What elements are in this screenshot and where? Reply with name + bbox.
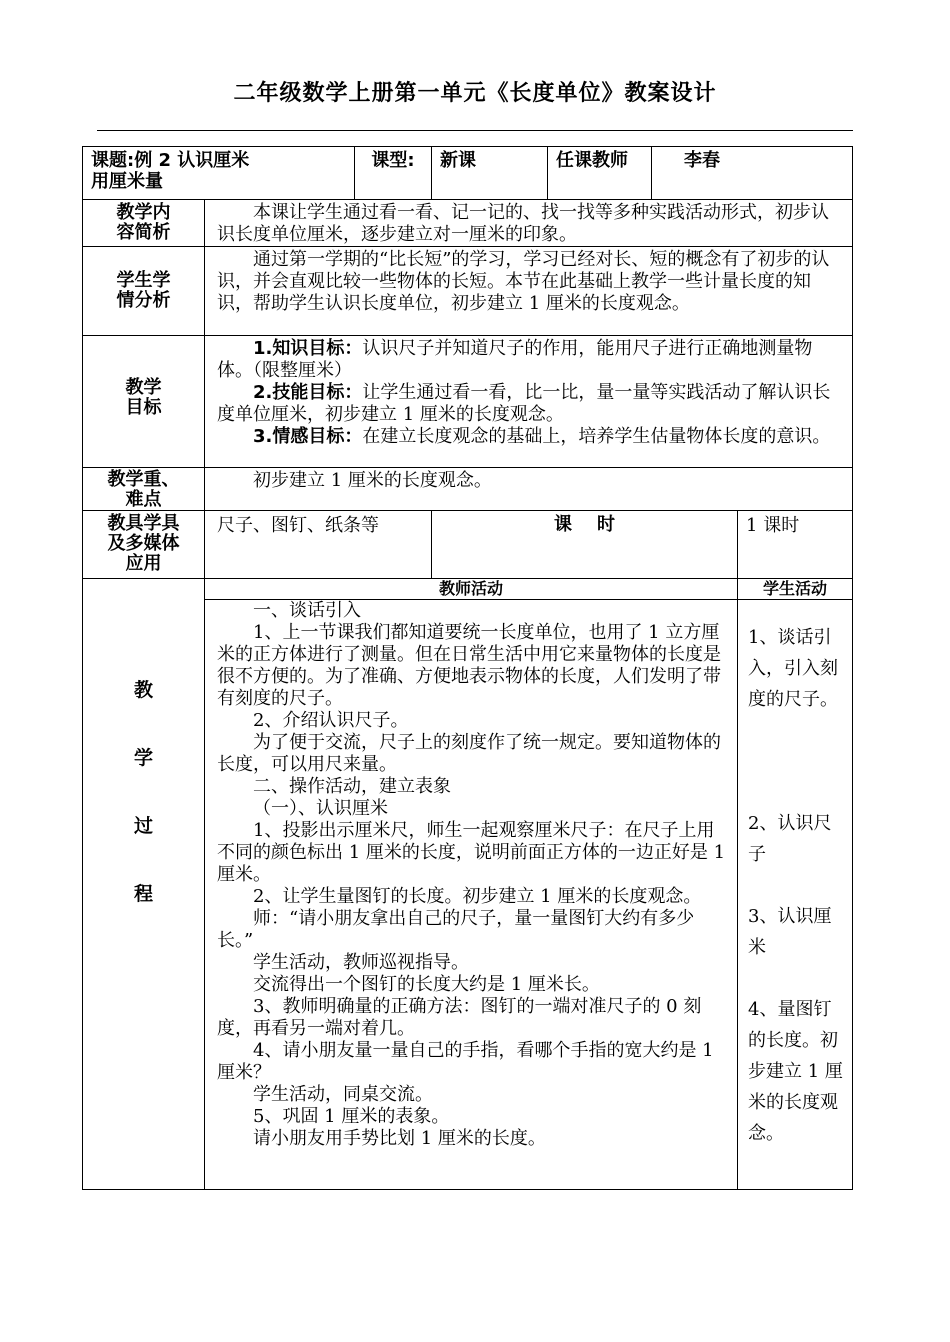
objective-emotion [217, 426, 842, 448]
process-label-char-3: 过 [133, 815, 153, 837]
teacher-para-12: 3、教师明确量的正确方法：图钉的一端对准尺子的 0 刻度，再看另一端对着几。 [217, 996, 702, 1039]
objective-emotion-text: 在建立长度观念的基础上，培养学生估量物体长度的意识。 [362, 426, 831, 447]
topic-cell [83, 147, 355, 200]
period-label: 课 时 [432, 511, 738, 579]
materials-items [205, 511, 432, 579]
header-row [83, 147, 853, 200]
student-item-1: 1、谈话引入，引入刻度的尺子。 [748, 627, 839, 710]
student-analysis-text [205, 247, 853, 336]
key-points-row [83, 468, 853, 511]
teacher-para-13: 4、请小朋友量一量自己的手指，看哪个手指的宽大约是 1 厘米？ [217, 1040, 714, 1083]
objectives-label [83, 336, 205, 468]
student-analysis-row [83, 247, 853, 336]
process-label-char-2: 学 [133, 747, 153, 769]
objective-knowledge-text: 认识尺子并知道尺子的作用，能用尺子进行正确地测量物体。（限整厘米） [217, 338, 813, 381]
materials-label-line2: 及多媒体 [107, 533, 180, 554]
lesson-plan-table [82, 146, 853, 1190]
student-item-3: 3、认识厘米 [748, 906, 832, 958]
teacher-para-2: 1、上一节课我们都知道要统一长度单位，也用了 1 立方厘米的正方体进行了测量。但在日常生活中用它来量物体的长度是很不方便的。为了准确、方便地表示物体的长度，人们发明了带有刻度的尺子。 [217, 622, 721, 709]
process-label [83, 579, 205, 1190]
objective-knowledge-head: 1.知识目标： [253, 338, 363, 359]
type-label: 课型: [355, 147, 432, 200]
teacher-para-15: 5、巩固 1 厘米的表象。 [253, 1106, 450, 1127]
key-points-text [205, 468, 853, 511]
student-analysis-label [83, 247, 205, 336]
student-analysis-paragraph: 通过第一学期的“比长短”的学习，学习已经对长、短的概念有了初步的认识，并会直观比较一些物体的长短。本节在此基础上教学一些计量长度的知识，帮助学生认识长度单位，初步建立 1 厘米的长度观念。 [217, 249, 830, 314]
process-label-char-1: 教 [133, 679, 153, 701]
page-title: 二年级数学上册第一单元《长度单位》教案设计 [233, 81, 717, 106]
process-label-char-4: 程 [133, 883, 153, 905]
period-value-text: 1 课时 [746, 515, 800, 536]
student-item-2: 2、认识尺子 [748, 813, 832, 865]
objective-skill-head: 2.技能目标： [253, 382, 363, 403]
content-summary-paragraph: 本课让学生通过看一看、记一记的、找一找等多种实践活动形式，初步认识长度单位厘米，逐步建立对一厘米的印象。 [217, 202, 829, 245]
key-points-label-line1: 教学重、 [107, 469, 180, 490]
student-analysis-label-line2: 情分析 [116, 290, 171, 311]
objective-skill [217, 382, 842, 426]
content-summary-text [205, 200, 853, 247]
teacher-para-7: 1、投影出示厘米尺，师生一起观察厘米尺子：在尺子上用不同的颜色标出 1 厘米的长度，说明前面正方体的一边正好是 1 厘米。 [217, 820, 726, 885]
teacher-para-14: 学生活动，同桌交流。 [253, 1084, 433, 1105]
objective-skill-text: 让学生通过看一看，比一比，量一量等实践活动了解认识长度单位厘米，初步建立 1 厘米的长度观念。 [217, 382, 831, 425]
teacher-name: 李春 [652, 147, 853, 200]
objectives-row [83, 336, 853, 468]
teacher-para-1: 一、谈话引入 [253, 600, 361, 621]
objectives-label-line1: 教学 [125, 377, 162, 398]
key-points-label [83, 468, 205, 511]
objective-knowledge [217, 338, 842, 382]
objectives-text [205, 336, 853, 468]
teacher-activity-header: 教师活动 [205, 579, 738, 600]
student-analysis-label-line1: 学生学 [116, 270, 171, 291]
teacher-activity-cell [205, 600, 738, 1190]
key-points-paragraph: 初步建立 1 厘米的长度观念。 [253, 470, 492, 491]
teacher-para-8: 2、让学生量图钉的长度。初步建立 1 厘米的长度观念。 [253, 886, 702, 907]
materials-label-line1: 教具学具 [107, 513, 180, 534]
process-header-row [83, 579, 853, 600]
content-summary-row [83, 200, 853, 247]
materials-label [83, 511, 205, 579]
teacher-para-3: 2、介绍认识尺子。 [253, 710, 409, 731]
student-activity-header: 学生活动 [738, 579, 853, 600]
content-summary-label-line2: 容简析 [116, 222, 171, 243]
teacher-para-5: 二、操作活动，建立表象 [253, 776, 451, 797]
teacher-para-6: （一）、认识厘米 [253, 798, 388, 819]
materials-items-text: 尺子、图钉、纸条等 [217, 515, 379, 536]
materials-label-line3: 应用 [125, 553, 162, 574]
topic-line1: 课题:例 2 认识厘米 [91, 150, 250, 171]
teacher-para-10: 学生活动，教师巡视指导。 [253, 952, 469, 973]
objective-emotion-head: 3.情感目标： [253, 426, 363, 447]
teacher-para-9: 师：“请小朋友拿出自己的尺子，量一量图钉大约有多少长。” [217, 908, 695, 951]
teacher-para-11: 交流得出一个图钉的长度大约是 1 厘米长。 [253, 974, 600, 995]
teacher-label: 任课教师 [548, 147, 652, 200]
title-rule [97, 130, 853, 131]
student-activity-cell [738, 600, 853, 1190]
key-points-label-line2: 难点 [125, 489, 162, 510]
content-summary-label [83, 200, 205, 247]
objectives-label-line2: 目标 [125, 397, 162, 418]
student-item-4: 4、量图钉的长度。初步建立 1 厘米的长度观念。 [748, 999, 843, 1144]
materials-row [83, 511, 853, 579]
teacher-para-16: 请小朋友用手势比划 1 厘米的长度。 [253, 1128, 546, 1149]
period-value [738, 511, 853, 579]
type-value: 新课 [432, 147, 548, 200]
topic-line2: 用厘米量 [91, 171, 163, 192]
content-summary-label-line1: 教学内 [116, 202, 171, 223]
teacher-para-4: 为了便于交流，尺子上的刻度作了统一规定。要知道物体的长度，可以用尺来量。 [217, 732, 721, 775]
